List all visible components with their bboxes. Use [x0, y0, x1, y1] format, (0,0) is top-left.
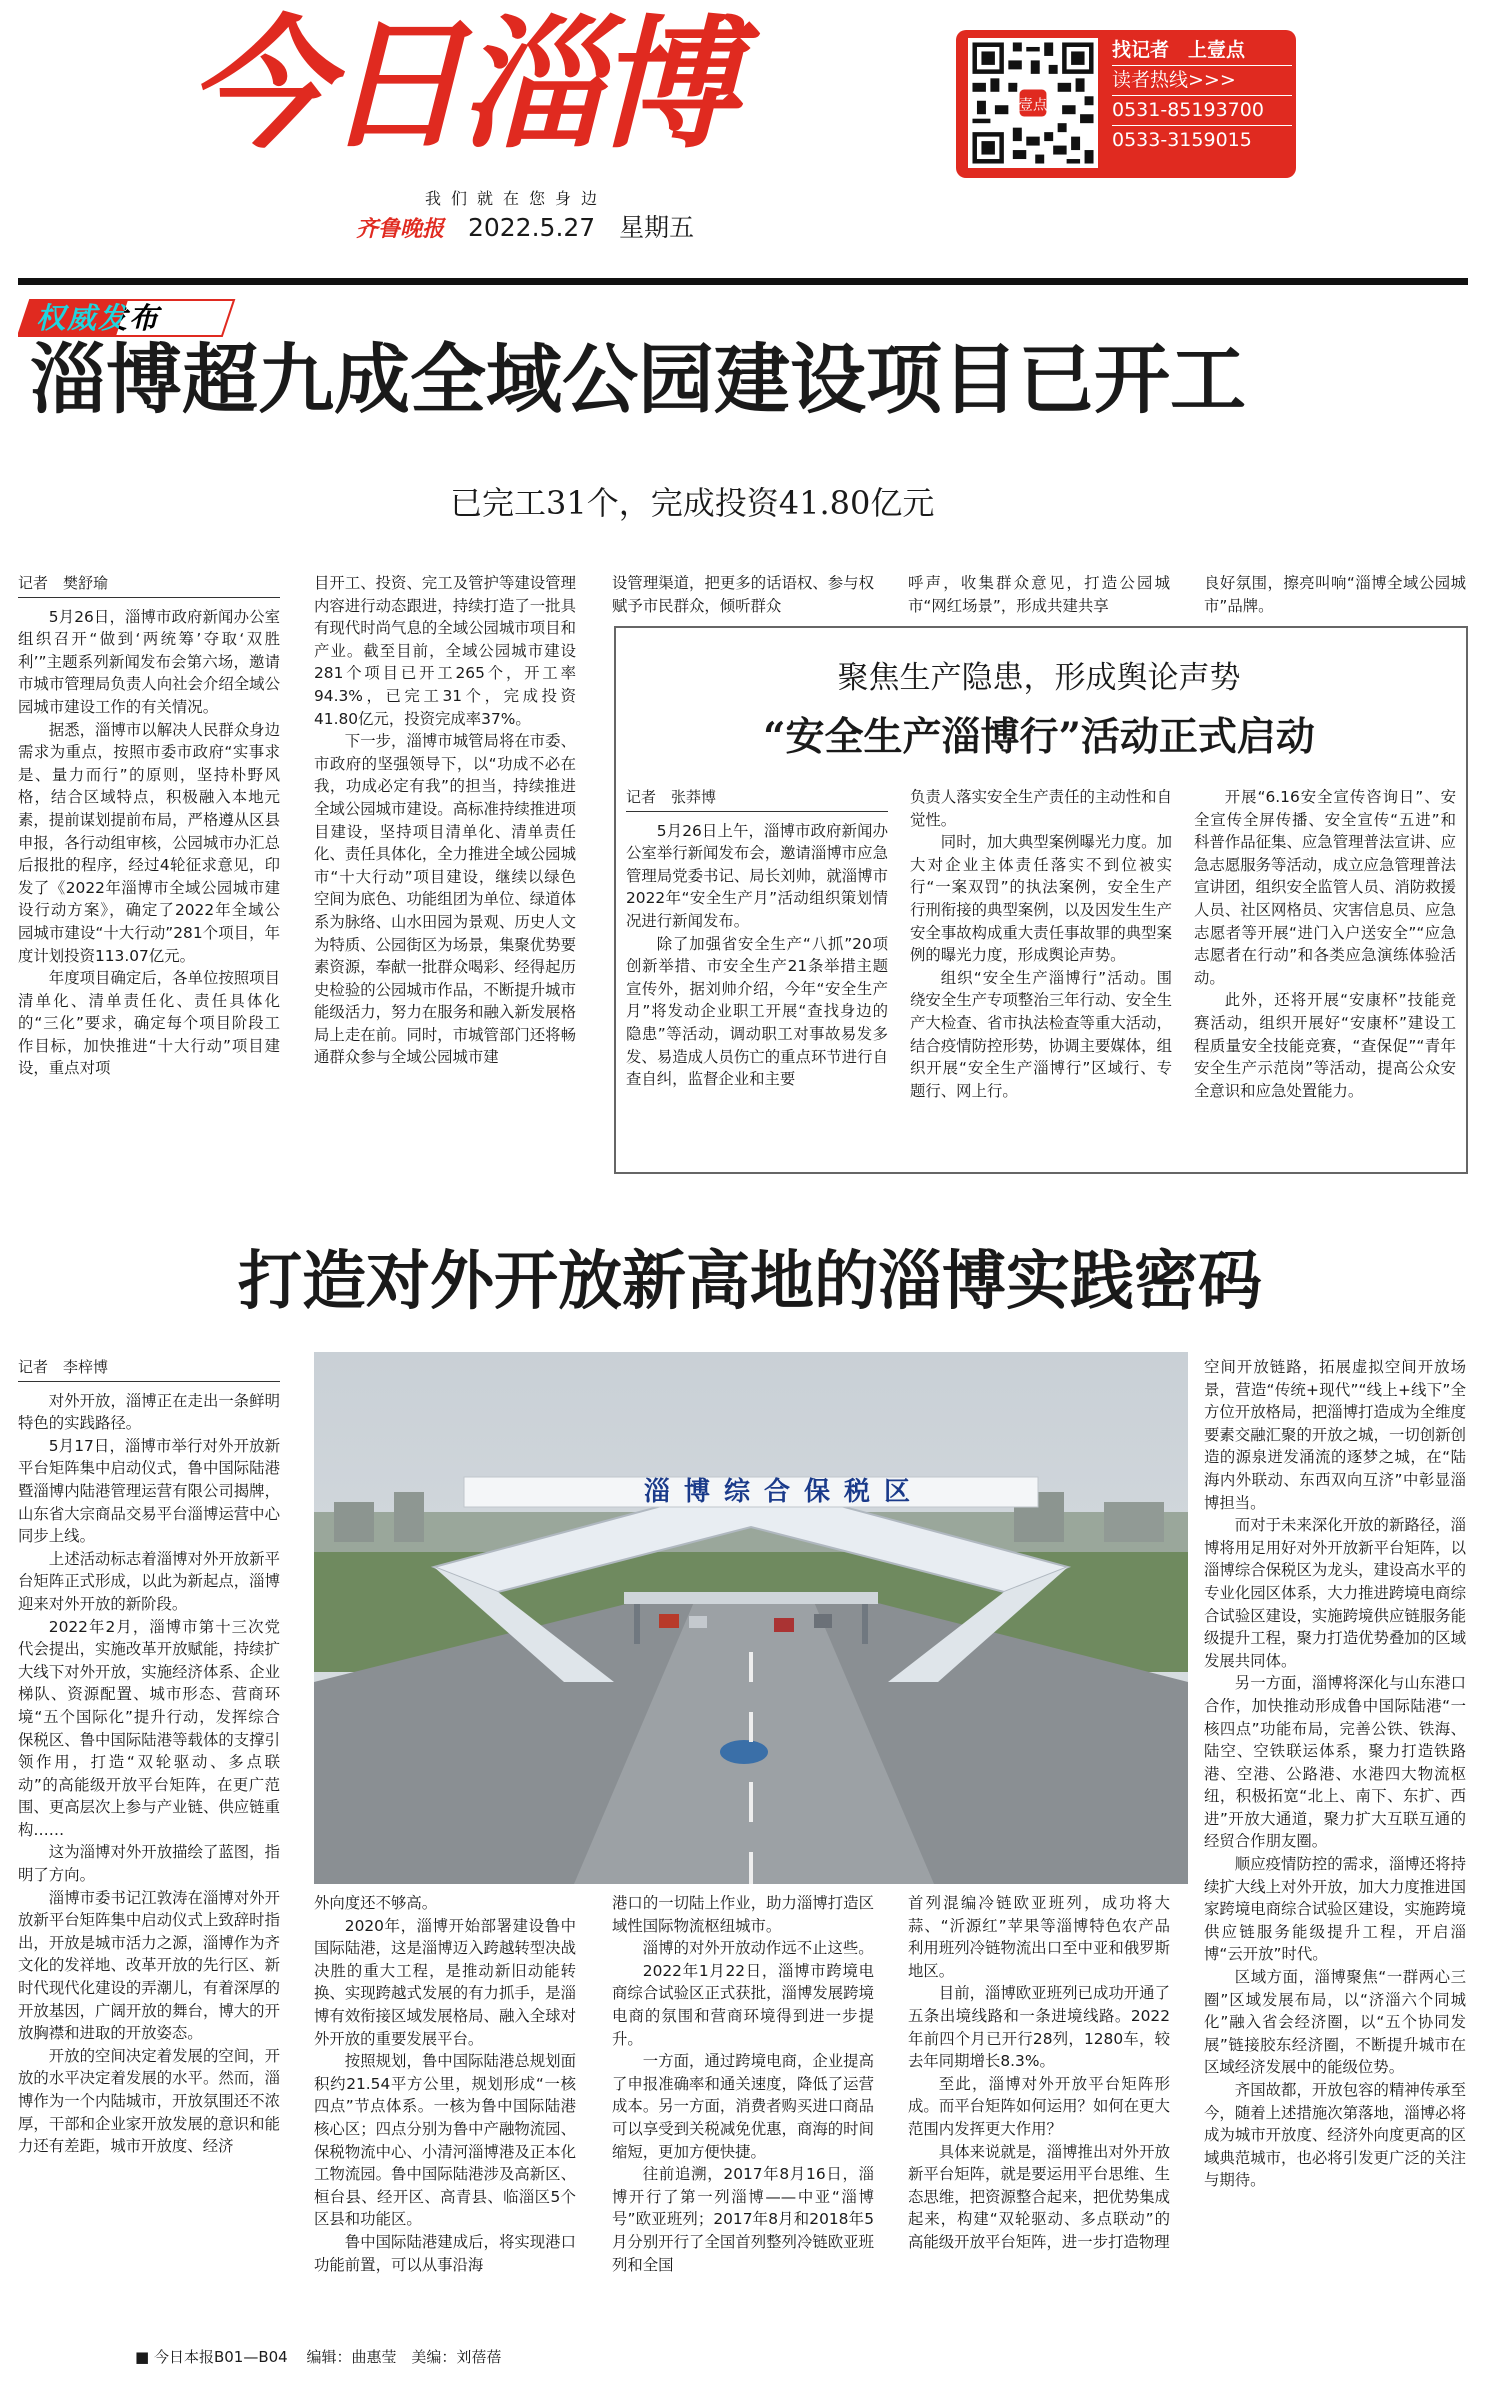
paragraph: 外向度还不够高。	[314, 1894, 438, 1912]
paragraph: 此外，还将开展“安康杯”技能竞赛活动，组织开展好“安康杯”建设工程质量安全技能竞赛，“查保促”“青年安全生产示范岗”等活动，提高公众安全意识和应急处置能力。	[1194, 991, 1456, 1100]
paragraph: 首列混编冷链欧亚班列，成功将大蒜、“沂源红”苹果等淄博特色农产品利用班列冷链物流出口至中亚和俄罗斯地区。	[908, 1894, 1170, 1980]
article3-column-4	[908, 1892, 1170, 2334]
paragraph: 年度项目确定后，各单位按照项目清单化、清单责任化、责任具体化的“三化”要求，确定每个项目阶段工作目标，加快推进“十大行动”项目建设，重点对项	[18, 969, 280, 1078]
phone-2: 0533-3159015	[1112, 129, 1252, 151]
article3-column-5	[1204, 1356, 1466, 2336]
paragraph: 组织“安全生产淄博行”活动。围绕安全生产专项整治三年行动、安全生产大检查、省市执法检查等重大活动，结合疫情防控形势，协调主要媒体，组织开展“安全生产淄博行”区域行、专题行、网上行。	[910, 968, 1172, 1100]
paragraph: 除了加强省安全生产“八抓”20项创新举措、市安全生产21条举措主题宣传外，据刘帅介绍，今年“安全生产月”将发动企业职工开展“查找身边的隐患”等活动，调动职工对事故易发多发、易造成人员伤亡的重点环节进行自查自纠，监督企业和主要	[626, 934, 888, 1089]
article2-headline: “安全生产淄博行”活动正式启动	[763, 714, 1315, 760]
paragraph: 顺应疫情防控的需求，淄博还将持续扩大线上对外开放，加大力度推进国家跨境电商综合试验区建设，实施跨境供应链服务能级提升工程，开启淄博“云开放”时代。	[1204, 1855, 1466, 1964]
masthead-rule	[18, 278, 1468, 285]
paragraph: 港口的一切陆上作业，助力淄博打造区域性国际物流枢纽城市。	[612, 1894, 874, 1935]
paragraph: 同时，加大典型案例曝光力度。加大对企业主体责任落实不到位被实行“一案双罚”的执法案例，安全生产行刑衔接的典型案例，以及因发生生产安全事故构成重大责任事故罪的典型案例的曝光力度，形成舆论声势。	[910, 833, 1172, 965]
paragraph: 另一方面，淄博将深化与山东港口合作，加快推动形成鲁中国际陆港“一核四点”功能布局，完善公铁、铁海、陆空、空铁联运体系，聚力打造铁路港、空港、公路港、水港四大物流枢纽，积极拓宽“北上、南下、东扩、西进”开放大通道，聚力扩大互联互通的经贸合作朋友圈。	[1204, 1674, 1466, 1851]
paragraph: 2022年1月22日，淄博市跨境电商综合试验区正式获批，淄博发展跨境电商的氛围和营商环境得到进一步提升。	[612, 1961, 874, 2048]
paragraph: 5月26日上午，淄博市政府新闻办公室举行新闻发布会，邀请淄博市应急管理局党委书记、局长刘帅，就淄博市2022年“安全生产月”活动组织策划情况进行新闻发布。	[626, 821, 888, 930]
article2-byline: 记者 张莽博	[626, 786, 888, 812]
footer-square-icon: ■	[135, 2348, 150, 2366]
article1-column-2	[314, 572, 576, 1172]
article1-column-3	[612, 572, 874, 622]
paragraph: 空间开放链路，拓展虚拟空间开放场景，营造“传统+现代”“线上+线下”全方位开放格局，把淄博打造成为全维度要素交融汇聚的开放之城，一切创新创造的源泉迸发涌流的逐梦之城，在“陆海内外联动、东西双向互济”中彰显淄博担当。	[1204, 1358, 1466, 1512]
page-footer	[135, 2346, 501, 2367]
paragraph: 具体来说就是，淄博推出对外开放新平台矩阵，就是要运用平台思维、生态思维，把资源整合起来，把优势集成起来，构建“双轮驱动、多点联动”的高能级开放平台矩阵，进一步打造物理	[908, 2142, 1170, 2251]
paragraph: 这为淄博对外开放描绘了蓝图，指明了方向。	[18, 1843, 280, 1885]
article1-byline: 记者 樊舒瑜	[18, 572, 280, 598]
article3-headline: 打造对外开放新高地的淄博实践密码	[238, 1244, 1262, 1319]
paragraph: 目开工、投资、完工及管护等建设管理内容进行动态跟进，持续打造了一批具有现代时尚气息的全域公园城市项目和产业。截至目前，全域公园城市建设281个项目已开工265个，开工率94.3%，已完工31个，完成投资41.80亿元，投资完成率37%。	[314, 574, 576, 728]
article2-column-2	[910, 786, 1172, 1162]
article1-headline: 淄博超九成全域公园建设项目已开工	[30, 335, 1246, 424]
paragraph: 一方面，通过跨境电商，企业提高了申报准确率和通关速度，降低了运营成本。另一方面，消费者购买进口商品可以享受到关税减免优惠，商海的时间缩短，更加方便快捷。	[612, 2052, 874, 2161]
phone-1: 0531-85193700	[1112, 96, 1292, 126]
article3-column-2	[314, 1892, 576, 2334]
footer-designer: 美编：刘蓓蓓	[411, 2348, 502, 2366]
paragraph: 2020年，淄博开始部署建设鲁中国际陆港，这是淄博迈入跨越转型决战决胜的重大工程，是推动新旧动能转换、实现跨越式发展的有力抓手，是淄博有效衔接区域发展格局、融入全球对外开放的重要发展平台。	[314, 1916, 576, 2048]
article1-column-5	[1204, 572, 1466, 622]
paragraph: 鲁中国际陆港建成后，将实现港口功能前置，可以从事沿海	[314, 2232, 576, 2274]
paragraph: 对外开放，淄博正在走出一条鲜明特色的实践路径。	[18, 1391, 280, 1433]
contact-title: 找记者 上壹点	[1112, 39, 1246, 61]
paragraph: 至此，淄博对外开放平台矩阵形成。而平台矩阵如何运用？如何在更大范围内发挥更大作用？	[908, 2074, 1170, 2138]
paragraph: 据悉，淄博市以解决人民群众身边需求为重点，按照市委市政府“实事求是、量力而行”的原则，坚持朴野风格，结合区域特点，积极融入本地元素，提前谋划提前布局，严格遵从区县申报，各行动组审核，公园城市办汇总后报批的程序，经过4轮征求意见，印发了《2022年淄博市全域公园城市建设行动方案》，确定了2022年全域公园城市建设“十大行动”281个项目，年度计划投资113.07亿元。	[18, 720, 280, 965]
paragraph: 按照规划，鲁中国际陆港总规划面积约21.54平方公里，规划形成“一核四点”节点体系。一核为鲁中国际陆港核心区；四点分别为鲁中产融物流园、保税物流中心、小清河淄博港及正本化工物流园。鲁中国际陆港涉及高新区、桓台县、经开区、高青县、临淄区5个区县和功能区。	[314, 2052, 576, 2229]
hotline-label: 读者热线>>>	[1112, 65, 1292, 96]
article3-column-3	[612, 1892, 874, 2334]
section-badge-label: 权威发布	[36, 301, 161, 335]
customs-gate-photo	[314, 1352, 1188, 1884]
date-bar	[356, 208, 694, 244]
article1-column-4	[908, 572, 1170, 622]
masthead-slogan: 我们就在您身边	[425, 189, 608, 208]
article1-subheadline: 已完工31个，完成投资41.80亿元	[450, 484, 935, 522]
qr-label: 壹点	[1018, 97, 1048, 114]
paragraph: 开放的空间决定着发展的空间，开放的水平决定着发展的水平。然而，淄博作为一个内陆城市，开放氛围还不浓厚，干部和企业家开放发展的意识和能力还有差距，城市开放度、经济	[18, 2046, 280, 2156]
article1-column-1	[18, 572, 280, 1172]
paragraph: 5月17日，淄博市举行对外开放新平台矩阵集中启动仪式，鲁中国际陆港暨淄博内陆港管理运营有限公司揭牌，山东省大宗商品交易平台淄博运营中心同步上线。	[18, 1436, 280, 1546]
customs-gate-image	[314, 1352, 1188, 1884]
article3-column-1	[18, 1356, 280, 2336]
paper-name: 齐鲁晚报	[356, 217, 445, 242]
paragraph: 5月26日，淄博市政府新闻办公室组织召开“做到‘两统筹’夺取‘双胜利’”主题系列新闻发布会第六场，邀请市城市管理局负责人向社会介绍全域公园城市建设工作的有关情况。	[18, 607, 280, 716]
qr-code[interactable]	[968, 38, 1098, 168]
paragraph: 负责人落实安全生产责任的主动性和自觉性。	[910, 788, 1172, 829]
hotline-block	[1112, 36, 1292, 155]
paragraph: 2022年2月，淄博市第十三次党代会提出，实施改革开放赋能，持续扩大线下对外开放，实施经济体系、企业梯队、资源配置、城市形态、营商环境“五个国际化”提升行动，发挥综合保税区、鲁中国际陆港等载体的支撑引领作用，打造“双轮驱动、多点联动”的高能级开放平台矩阵，在更广范围、更高层次上参与产业链、供应链重构……	[18, 1617, 280, 1839]
footer-pages: 今日本报B01—B04	[153, 2348, 288, 2366]
issue-weekday: 星期五	[619, 213, 695, 242]
paragraph: 下一步，淄博市城管局将在市委、市政府的坚强领导下，以“功成不必在我，功成必定有我”的担当，持续推进全域公园城市建设。高标准持续推进项目建设，坚持项目清单化、清单责任化、责任具体化，全力推进全域公园城市“十大行动”项目建设，继续以绿色空间为底色、功能组团为单位、绿道体系为脉络、山水田园为景观、历史人文为特质、公园街区为场景，集聚优势要素资源，奉献一批群众喝彩、经得起历史检验的公园城市作品，不断提升城市能级活力，努力在服务和融入新发展格局上走在前。同时，市城管部门还将畅通群众参与全域公园城市建	[314, 732, 576, 1067]
paragraph: 良好氛围，擦亮叫响“淄博全域公园城市”品牌。	[1204, 574, 1466, 615]
gate-sign-text: 淄博综合保税区	[643, 1477, 925, 1507]
footer-editor: 编辑：曲惠莹	[306, 2348, 397, 2366]
paragraph: 上述活动标志着淄博对外开放新平台矩阵正式形成，以此为新起点，淄博迎来对外开放的新阶段。	[18, 1549, 280, 1613]
paragraph: 往前追溯，2017年8月16日，淄博开行了第一列淄博——中亚“淄博号”欧亚班列；2017年8月和2018年5月分别开行了全国首列整列冷链欧亚班列和全国	[612, 2165, 874, 2274]
masthead-title: 今日淄博	[188, 3, 732, 168]
paragraph: 设管理渠道，把更多的话语权、参与权赋予市民群众，倾听群众	[612, 574, 874, 615]
paragraph: 淄博市委书记江敦涛在淄博对外开放新平台矩阵集中启动仪式上致辞时指出，开放是城市活力之源，淄博作为齐文化的发祥地、改革开放的先行区、新时代现代化建设的弄潮儿，有着深厚的开放基因，广阔开放的舞台，博大的开放胸襟和进取的开放姿态。	[18, 1888, 280, 2043]
paragraph: 呼声，收集群众意见，打造公园城市“网红场景”，形成共建共享	[908, 574, 1170, 615]
paragraph: 区域方面，淄博聚焦“一群两心三圈”区域发展布局，以“济淄六个同城化”融入省会经济圈，以“五个协同发展”链接胶东经济圈，不断提升城市在区域经济发展中的能级位势。	[1204, 1968, 1466, 2077]
issue-date: 2022.5.27	[467, 213, 596, 242]
article2-kicker: 聚焦生产隐患，形成舆论声势	[837, 660, 1241, 696]
paragraph: 目前，淄博欧亚班列已成功开通了五条出境线路和一条进境线路。2022年前四个月已开行28列，1280车，较去年同期增长8.3%。	[908, 1984, 1170, 2071]
qr-code-icon	[968, 38, 1098, 168]
paragraph: 齐国故都，开放包容的精神传承至今，随着上述措施次第落地，淄博必将成为城市开放度、经济外向度更高的区域典范城市，也必将引发更广泛的关注与期待。	[1204, 2081, 1466, 2190]
paragraph: 而对于未来深化开放的新路径，淄博将用足用好对外开放新平台矩阵，以淄博综合保税区为龙头，建设高水平的专业化园区体系，大力推进跨境电商综合试验区建设，实施跨境供应链服务能级提升工程，聚力打造优势叠加的区域发展共同体。	[1204, 1516, 1466, 1670]
paragraph: 开展“6.16安全宣传咨询日”、安全宣传全屏传播、安全宣传“五进”和科普作品征集、应急管理普法宣讲、应急志愿服务等活动，成立应急管理普法宣讲团，组织安全监管人员、消防救援人员、社区网格员、灾害信息员、应急志愿者等开展“进门入户送安全”“应急志愿者在行动”和各类应急演练体验活动。	[1194, 788, 1456, 987]
article3-byline: 记者 李梓博	[18, 1356, 280, 1382]
article2-column-3	[1194, 786, 1456, 1162]
article2-column-1	[626, 786, 888, 1162]
paragraph: 淄博的对外开放动作远不止这些。	[642, 1939, 874, 1958]
